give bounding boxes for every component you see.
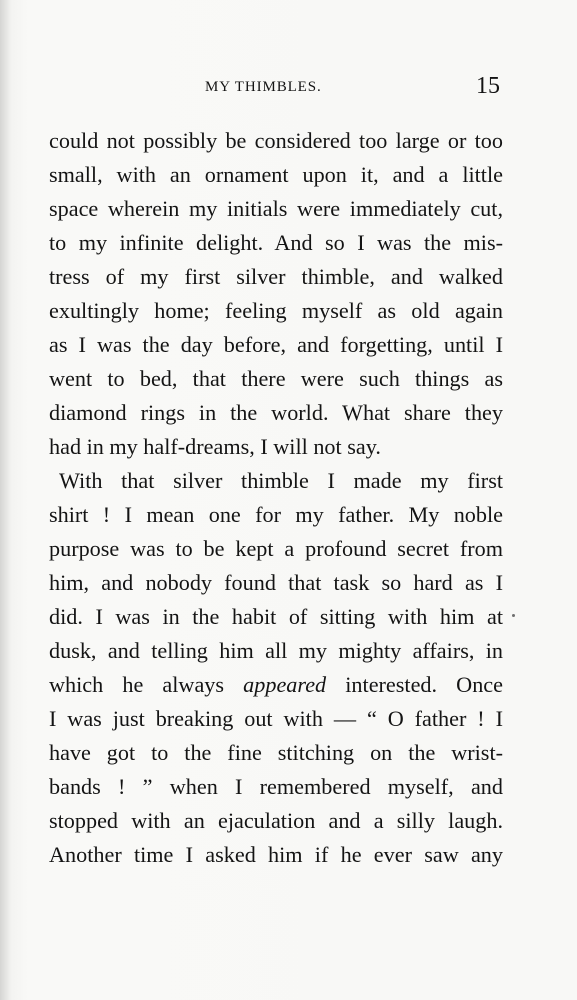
text-line: purpose was to be kept a profound secret from xyxy=(49,536,503,561)
body-text xyxy=(49,124,503,872)
text-line: exultingly home; feeling myself as old again xyxy=(49,298,503,323)
text-line: bands ! ” when I remembered myself, and xyxy=(49,774,503,799)
text-line: have got to the fine stitching on the wrist- xyxy=(49,740,503,765)
text-line: did. I was in the habit of sitting with him at xyxy=(49,604,503,629)
italic-emphasis: appeared xyxy=(243,672,327,697)
text-line: as I was the day before, and forgetting, until I xyxy=(49,332,503,357)
text-line: With that silver thimble I made my first xyxy=(59,468,503,493)
text-line: I was just breaking out with — “ O father ! I xyxy=(49,706,503,731)
text-line: shirt ! I mean one for my father. My noble xyxy=(49,502,503,527)
text-line: space wherein my initials were immediately cut, xyxy=(49,196,503,221)
page-header xyxy=(0,73,577,103)
text-line: dusk, and telling him all my mighty affairs, in xyxy=(49,638,503,663)
text-line: Another time I asked him if he ever saw any xyxy=(49,842,503,867)
text-line: could not possibly be considered too large or too xyxy=(49,128,503,153)
ink-speck xyxy=(512,614,515,617)
running-head: MY THIMBLES. xyxy=(205,79,322,95)
text-line: small, with an ornament upon it, and a little xyxy=(49,162,503,187)
text-line: tress of my first silver thimble, and walked xyxy=(49,264,503,289)
text-line: to my infinite delight. And so I was the mis- xyxy=(49,230,503,255)
page-number: 15 xyxy=(476,73,500,99)
text-line: diamond rings in the world. What share they xyxy=(49,400,503,425)
page-gutter-shadow xyxy=(0,0,12,1000)
text-line: him, and nobody found that task so hard as I xyxy=(49,570,503,595)
text-line-with-emphasis xyxy=(49,668,503,702)
text-line: had in my half-dreams, I will not say. xyxy=(49,434,381,459)
text-line: went to bed, that there were such things as xyxy=(49,366,503,391)
text-line: stopped with an ejaculation and a silly laugh. xyxy=(49,808,503,833)
text-fragment: interested. Once xyxy=(345,672,503,697)
text-fragment: which he always xyxy=(49,672,225,697)
